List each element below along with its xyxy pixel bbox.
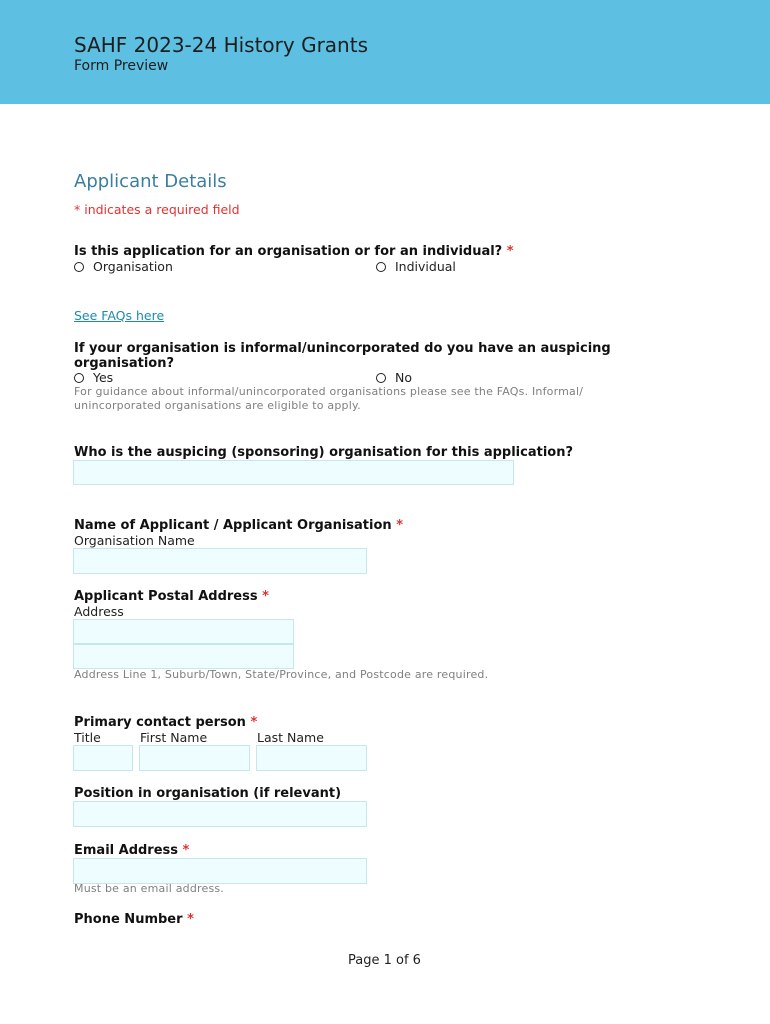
required-star: * (396, 518, 404, 533)
required-star: * (262, 589, 269, 604)
page-number: Page 1 of 6 (348, 953, 421, 968)
address-label: Address (74, 604, 124, 619)
title-label: Title (74, 730, 101, 745)
question-label-line1: If your organisation is informal/unincorporated do you have an auspicing (74, 341, 611, 356)
required-star: * (250, 715, 258, 730)
position-question-label: Position in organisation (if relevant) (74, 786, 342, 801)
required-star: * (182, 843, 190, 858)
question-label-line2: organisation? (74, 356, 175, 371)
address-line1-input[interactable] (73, 619, 294, 644)
email-help: Must be an email address. (74, 882, 225, 895)
radio-icon[interactable] (376, 262, 386, 272)
applicant-name-question (74, 518, 403, 533)
help-line2: unincorporated organisations are eligible to apply. (74, 398, 361, 412)
option-yes[interactable] (74, 370, 113, 385)
radio-icon[interactable] (74, 262, 84, 272)
email-question (74, 843, 189, 858)
radio-icon[interactable] (376, 373, 386, 383)
required-star: * (187, 912, 194, 927)
last-name-label: Last Name (257, 730, 324, 745)
phone-question (74, 912, 194, 927)
form-title: SAHF 2023-24 History Grants (74, 33, 368, 57)
position-input[interactable] (73, 801, 367, 827)
email-input[interactable] (73, 858, 367, 884)
option-individual[interactable] (376, 259, 456, 274)
question-label: Primary contact person (74, 715, 246, 730)
option-organisation[interactable] (74, 259, 173, 274)
option-label: No (395, 370, 412, 385)
first-name-label: First Name (140, 730, 208, 745)
sponsor-input[interactable] (73, 460, 514, 485)
primary-contact-question (74, 715, 257, 730)
form-subtitle: Form Preview (74, 58, 169, 74)
address-line2-input[interactable] (73, 644, 294, 669)
option-label: Organisation (93, 259, 173, 274)
radio-icon[interactable] (74, 373, 84, 383)
auspicing-help (74, 385, 583, 412)
option-label: Yes (93, 370, 114, 385)
organisation-name-input[interactable] (73, 548, 367, 574)
sponsor-question-label: Who is the auspicing (sponsoring) organisation for this application? (74, 445, 574, 460)
question-label: Is this application for an organisation or for an individual? (74, 244, 503, 259)
organisation-name-label: Organisation Name (74, 533, 195, 548)
last-name-input[interactable] (256, 745, 367, 771)
option-no[interactable] (376, 370, 412, 385)
address-help: Address Line 1, Suburb/Town, State/Province, and Postcode are required. (74, 668, 489, 681)
page-header (0, 0, 770, 104)
section-title: Applicant Details (74, 171, 227, 192)
postal-address-question (74, 589, 269, 604)
option-label: Individual (395, 259, 456, 274)
question-label: Name of Applicant / Applicant Organisation (74, 518, 392, 533)
question-label: Email Address (74, 843, 179, 858)
faq-link[interactable]: See FAQs here (74, 308, 165, 323)
auspicing-question (74, 341, 611, 371)
required-field-note: * indicates a required field (74, 202, 240, 217)
help-line1: For guidance about informal/unincorporated organisations please see the FAQs. Informal/ (74, 385, 584, 398)
question-label: Applicant Postal Address (74, 589, 258, 604)
first-name-input[interactable] (139, 745, 250, 771)
applicant-type-question (74, 244, 514, 259)
title-input[interactable] (73, 745, 133, 771)
question-label: Phone Number (74, 912, 183, 927)
required-star: * (506, 244, 514, 259)
